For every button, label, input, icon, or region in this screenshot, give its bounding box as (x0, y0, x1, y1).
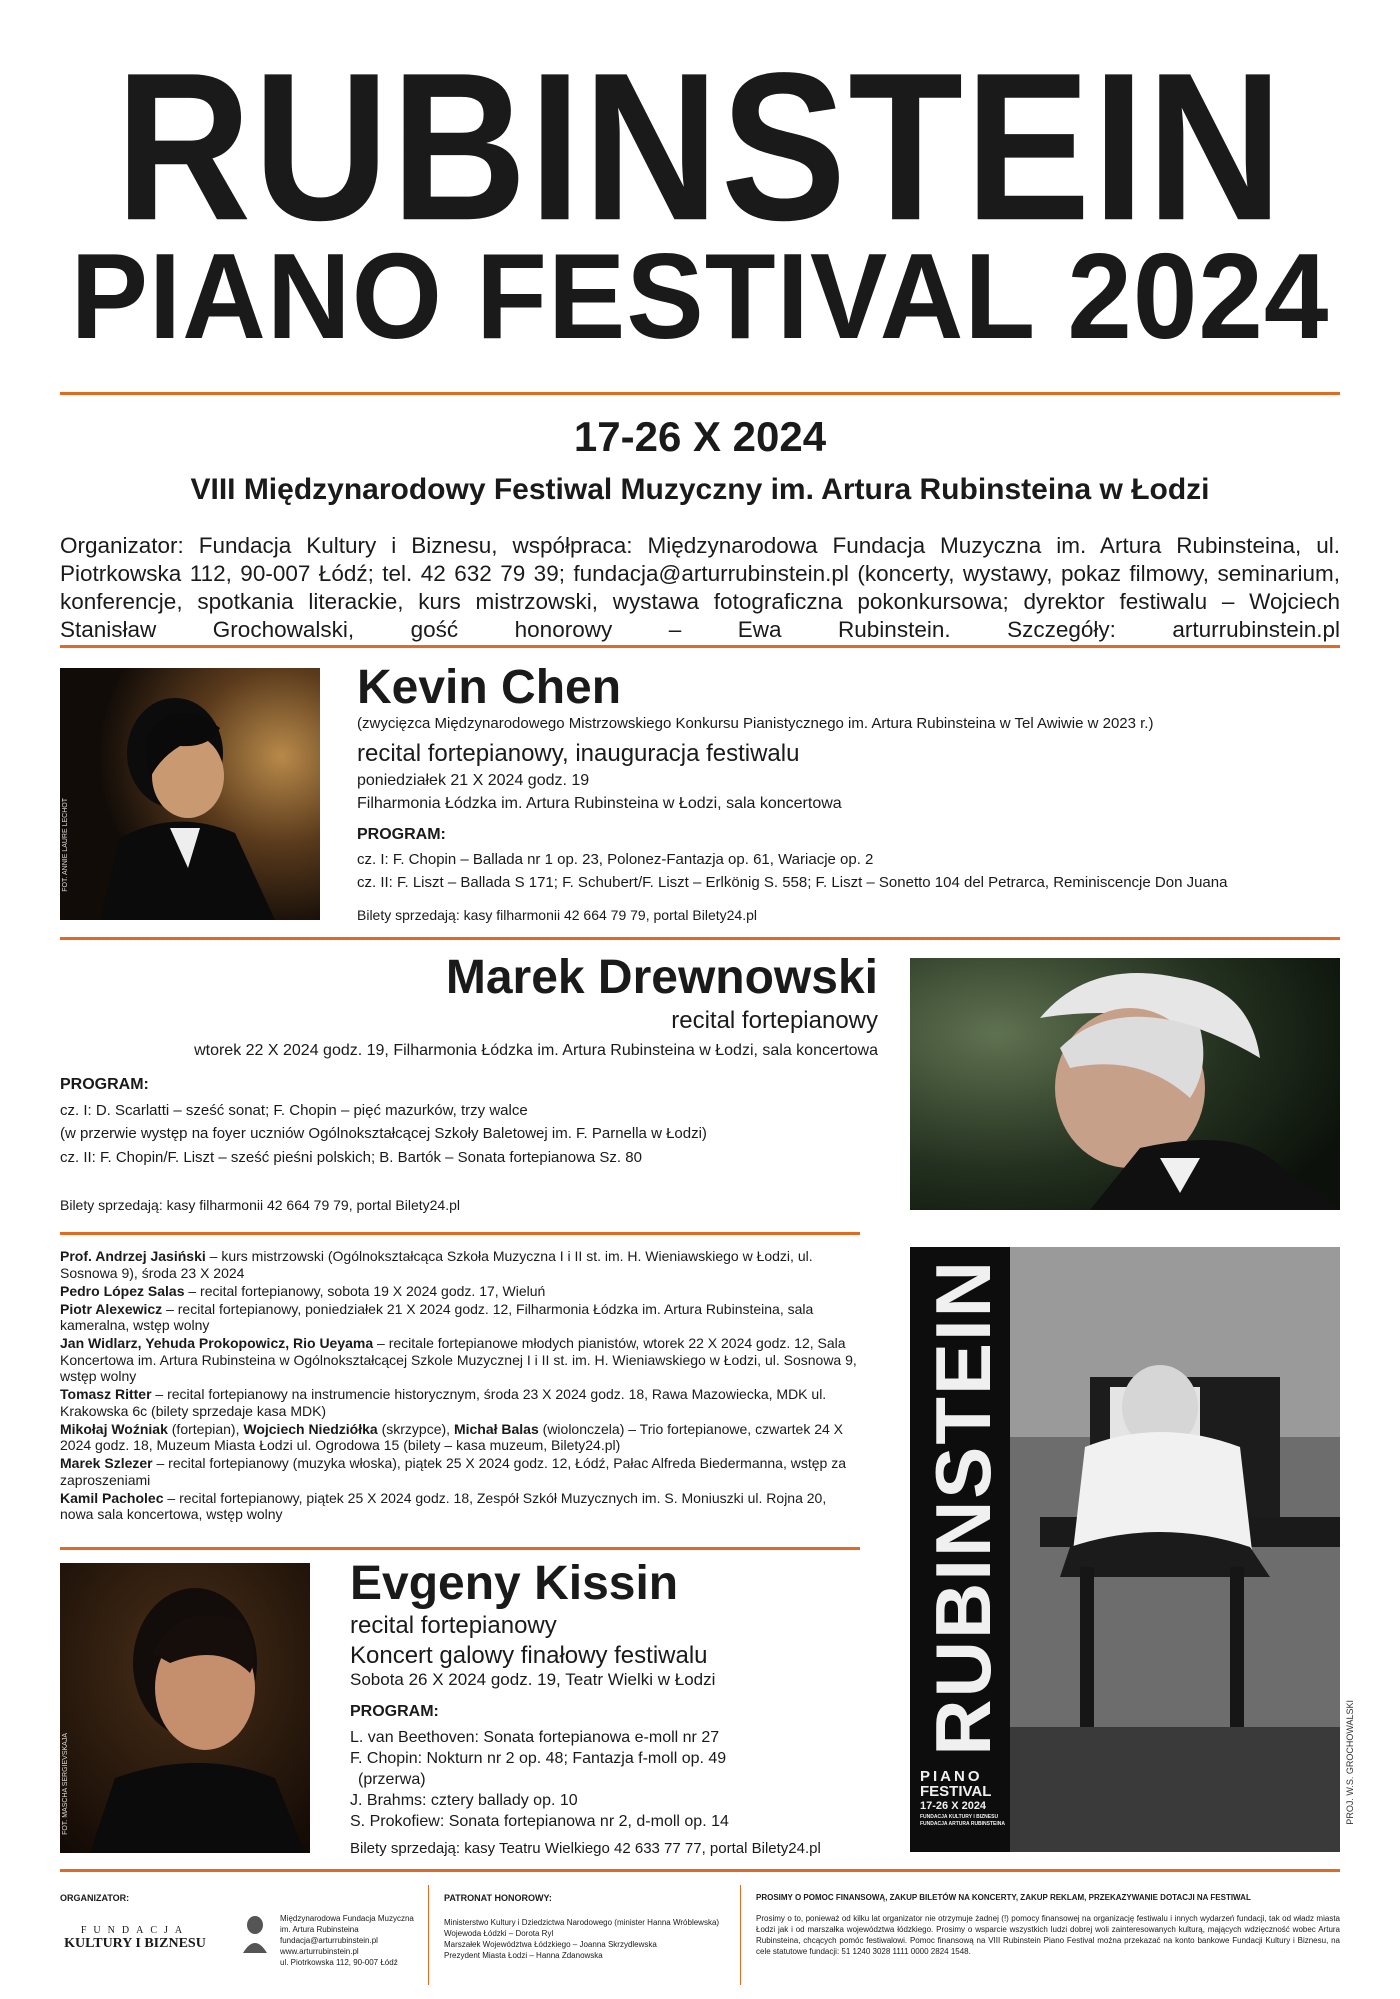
divider (60, 1547, 860, 1550)
foundation-line: ul. Piotrkowska 112, 90-007 Łódź (280, 1958, 398, 1967)
footer-support-label: PROSIMY O POMOC FINANSOWĄ, ZAKUP BILETÓW NA KONCERTY, ZAKUP REKLAM, PRZEKAZYWANIE DOTACJI NA FESTIWAL (756, 1893, 1251, 1902)
foundation-info (280, 1913, 414, 1968)
kevin-chen-program-label: PROGRAM: (357, 826, 446, 843)
patronage-item: Ministerstwo Kultury i Dziedzictwa Narodowego (minister Hanna Wróblewska) (444, 1918, 720, 1927)
event-performer: Michał Balas (453, 1420, 539, 1437)
divider (60, 1869, 1340, 1872)
photo-credit: FOT. ANNIE LAURE LECHOT (62, 798, 69, 892)
footer-support-text: Prosimy o to, ponieważ od kilku lat organizator nie otrzymuje żadnej (!) pomocy finansowej na organizację festiwalu i innych wydarzeń fundacji, tak od władz miasta Łodzi jak i od marszałka województwa łódzkiego. Prosimy o wsparcie wszystkich ludzi dobrej woli zainteresowanych kulturą, mających wdzięczność wobec Artura Rubinsteina, chcących pomóc festiwalowi. Pomoc finansową na VIII Rubinstein Piano Festival można przekazać na konto bankowe Fundacji Kultury i Biznesu, na cele statutowe fundacji: 51 1240 3028 1111 0000 2824 1548. (756, 1914, 1340, 1956)
poster-vertical-title-wrap (915, 1258, 1010, 1756)
kevin-chen-venue: Filharmonia Łódzka im. Artura Rubinsteina w Łodzi, sala koncertowa (357, 795, 842, 812)
event-details: – recital fortepianowy, piątek 25 X 2024 godz. 18, Zespół Szkół Muzycznych im. S. Moniuszki ul. Rojna 20, nowa sala koncertowa, wstęp wolny (60, 1489, 827, 1522)
divider (60, 645, 1340, 648)
poster-org2: FUNDACJA ARTURA RUBINSTEINA (920, 1821, 1005, 1827)
divider (60, 1232, 860, 1235)
footer-separator (740, 1885, 741, 1985)
foundation-line: im. Artura Rubinsteina (280, 1925, 359, 1934)
program-item: S. Prokofiew: Sonata fortepianowa nr 2, d-moll op. 14 (350, 1813, 729, 1830)
kevin-chen-name: Kevin Chen (357, 661, 622, 714)
evgeny-kissin-name: Evgeny Kissin (350, 1557, 679, 1610)
poster-festival: FESTIVAL (920, 1783, 992, 1800)
organizer-info: Organizator: Fundacja Kultury i Biznesu, współpraca: Międzynarodowa Fundacja Muzyczna im. Artura Rubinsteina, ul. Piotrkowska 112, 90-007 Łódź; tel. 42 632 79 39; fundacja@arturrubinstein.pl (koncerty, wystawy, pokaz filmowy, seminarium, konferencje, spotkania literackie, kurs mistrzowski, wystawa fotograficzna pokonkursowa; dyrektor festiwalu – Wojciech Stanisław Grochowalski, gość honorowy – Ewa Rubinstein. Szczegóły: arturrubinstein.pl (60, 533, 1340, 642)
event-details: – recital fortepianowy, poniedziałek 21 X 2024 godz. 12, Filharmonia Łódzka im. Artura Rubinsteina, sala kameralna, wstęp wolny (60, 1300, 814, 1333)
marek-drewnowski-tickets: Bilety sprzedają: kasy filharmonii 42 664 79 79, portal Bilety24.pl (60, 1197, 460, 1213)
rubinstein-portrait-icon (240, 1913, 270, 1953)
event-performer: Tomasz Ritter (60, 1386, 152, 1402)
event-item (60, 1386, 860, 1419)
patronage-item: Wojewoda Łódzki – Dorota Ryl (444, 1929, 554, 1938)
logo-bottom: KULTURY I BIZNESU (64, 1936, 206, 1951)
kevin-chen-photo (60, 668, 320, 920)
program-item: F. Chopin: Nokturn nr 2 op. 48; Fantazja f-moll op. 49 (350, 1750, 727, 1767)
poster-dates: 17-26 X 2024 (920, 1800, 987, 1812)
festival-poster-image (910, 1247, 1340, 1852)
logo-top: FUNDACJA (80, 1925, 190, 1936)
patronage-item: Prezydent Miasta Łodzi – Hanna Zdanowska (444, 1951, 603, 1960)
marek-drewnowski-date-venue: wtorek 22 X 2024 godz. 19, Filharmonia Łódzka im. Artura Rubinsteina w Łodzi, sala koncertowa (194, 1042, 878, 1059)
marek-drewnowski-program-part1: cz. I: D. Scarlatti – sześć sonat; F. Chopin – pięć mazurków, trzy walce (60, 1102, 528, 1119)
foundation-line: www.arturrubinstein.pl (280, 1947, 359, 1956)
festival-subtitle: VIII Międzynarodowy Festiwal Muzyczny im. Artura Rubinsteina w Łodzi (190, 473, 1210, 506)
event-item (60, 1248, 860, 1281)
program-item: J. Brahms: cztery ballady op. 10 (350, 1792, 578, 1809)
kevin-chen-type: recital fortepianowy, inauguracja festiwalu (357, 740, 800, 767)
festival-title-piano-festival: PIANO FESTIVAL 2024 (70, 227, 1330, 365)
kevin-chen-program-part2: cz. II: F. Liszt – Ballada S 171; F. Schubert/F. Liszt – Erlkönig S. 558; F. Liszt – Sonetto 104 del Petrarca, Reminiscencje Don Juana (357, 874, 1228, 891)
event-performer: Wojciech Niedziółka (243, 1420, 378, 1437)
event-details: (skrzypce), (377, 1420, 454, 1437)
festival-title-rubinstein: RUBINSTEIN (115, 28, 1285, 264)
marek-drewnowski-program-part2: cz. II: F. Chopin/F. Liszt – sześć pieśni polskich; B. Bartók – Sonata fortepianowa Sz. 80 (60, 1149, 642, 1166)
event-performer: Jan Widlarz, Yehuda Prokopowicz, Rio Ueyama (60, 1335, 374, 1351)
events-list (60, 1248, 860, 1524)
patronage-list (444, 1917, 719, 1961)
event-details: – kurs mistrzowski (Ogólnokształcąca Szkoła Muzyczna I i II st. im. H. Wieniawskiego w Łodzi, ul. Sosnowa 9), środa 23 X 2024 (60, 1248, 813, 1281)
event-item (60, 1455, 860, 1488)
photo-credit: FOT. MASCHA SERGIEVSKAJA (62, 1733, 69, 1835)
event-performer: Pedro López Salas (60, 1282, 185, 1299)
evgeny-kissin-tickets: Bilety sprzedają: kasy Teatru Wielkiego 42 633 77 77, portal Bilety24.pl (350, 1840, 821, 1857)
evgeny-kissin-program (350, 1727, 729, 1832)
event-details: (wiolonczela) – Trio fortepianowe, czwartek 24 X 2024 godz. 18, Muzeum Miasta Łodzi ul. Ogrodowa 15 (bilety – kasa muzeum, Bilety24.pl) (60, 1420, 844, 1453)
marek-drewnowski-name: Marek Drewnowski (445, 951, 878, 1004)
event-details: – recital fortepianowy (muzyka włoska), piątek 25 X 2024 godz. 12, Łódź, Pałac Alfreda Biedermanna, wstęp za zaproszeniami (60, 1455, 846, 1488)
footer-separator (428, 1885, 429, 1985)
event-performer: Piotr Alexewicz (60, 1300, 163, 1317)
event-item (60, 1421, 860, 1454)
event-details: – recitale fortepianowe młodych pianistów, wtorek 22 X 2024 godz. 12, Sala Koncertowa im. Artura Rubinsteina w Ogólnokształcącej Szkole Muzycznej I i II st. im. H. Wieniawskiego w Łodzi, ul. Sosnowa 9, wstęp wolny (60, 1335, 857, 1384)
evgeny-kissin-photo (60, 1563, 310, 1853)
divider (60, 937, 1340, 940)
poster-small-title (920, 1769, 1005, 1828)
evgeny-kissin-date-venue: Sobota 26 X 2024 godz. 19, Teatr Wielki w Łodzi (350, 1670, 716, 1689)
event-details: – recital fortepianowy na instrumencie historycznym, środa 23 X 2024 godz. 18, Rawa Mazowiecka, MDK ul. Krakowska 6c (bilety sprzedaje kasa MDK) (60, 1386, 827, 1419)
marek-drewnowski-type: recital fortepianowy (671, 1007, 878, 1034)
program-item: L. van Beethoven: Sonata fortepianowa e-moll nr 27 (350, 1729, 720, 1746)
marek-drewnowski-program-intermission: (w przerwie występ na foyer uczniów Ogólnokształcącej Szkoły Baletowej im. F. Parnella w Łodzi) (60, 1125, 707, 1142)
evgeny-kissin-program-label: PROGRAM: (350, 1703, 439, 1720)
footer-organizer-label: ORGANIZATOR: (60, 1893, 130, 1903)
poster-vertical-title: RUBINSTEIN (918, 1258, 1007, 1756)
fundacja-kultury-logo (60, 1925, 210, 1952)
kevin-chen-tickets: Bilety sprzedają: kasy filharmonii 42 664 79 79, portal Bilety24.pl (357, 907, 757, 923)
event-item (60, 1283, 860, 1300)
evgeny-kissin-gala: Koncert galowy finałowy festiwalu (350, 1642, 708, 1669)
event-details: (fortepian), (167, 1420, 244, 1437)
kevin-chen-program-part1: cz. I: F. Chopin – Ballada nr 1 op. 23, Polonez-Fantazja op. 61, Wariacje op. 2 (357, 851, 874, 868)
event-details: – recital fortepianowy, sobota 19 X 2024 godz. 17, Wieluń (184, 1282, 546, 1299)
divider (60, 392, 1340, 395)
program-item: (przerwa) (358, 1771, 426, 1788)
footer-patronage-label: PATRONAT HONOROWY: (444, 1893, 552, 1903)
poster-design-credit: PROJ. W.S. GROCHOWALSKI (1345, 1700, 1355, 1825)
event-performer: Marek Szlezer (60, 1455, 153, 1471)
event-performer: Kamil Pacholec (60, 1489, 164, 1506)
festival-dates: 17-26 X 2024 (573, 413, 827, 460)
marek-drewnowski-photo (910, 958, 1340, 1210)
marek-drewnowski-program-label: PROGRAM: (60, 1076, 149, 1093)
event-performer: Prof. Andrzej Jasiński (60, 1248, 206, 1264)
evgeny-kissin-type: recital fortepianowy (350, 1612, 557, 1639)
event-performer: Mikołaj Woźniak (60, 1420, 168, 1437)
patronage-item: Marszałek Województwa Łódzkiego – Joanna Skrzydlewska (444, 1940, 657, 1949)
event-item (60, 1490, 860, 1523)
foundation-line: fundacja@arturrubinstein.pl (280, 1936, 378, 1945)
kevin-chen-date: poniedziałek 21 X 2024 godz. 19 (357, 772, 590, 789)
event-item (60, 1335, 860, 1385)
event-item (60, 1301, 860, 1334)
foundation-line: Międzynarodowa Fundacja Muzyczna (280, 1914, 414, 1923)
kevin-chen-note: (zwycięzca Międzynarodowego Mistrzowskiego Konkursu Pianistycznego im. Artura Rubinsteina w Tel Awiwie w 2023 r.) (357, 715, 1154, 732)
poster-piano: PIANO (920, 1768, 983, 1785)
poster-org1: FUNDACJA KULTURY I BIZNESU (920, 1814, 999, 1820)
